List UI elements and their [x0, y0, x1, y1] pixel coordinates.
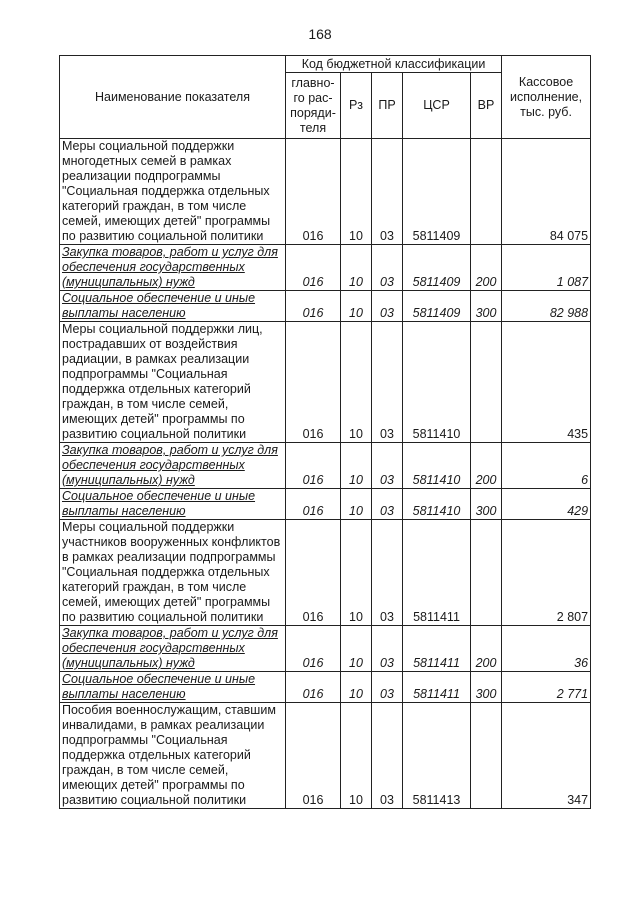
table-row	[60, 672, 591, 703]
row-pr: 03	[372, 489, 403, 520]
table-row	[60, 322, 591, 443]
row-pr: 03	[372, 520, 403, 626]
row-rz: 10	[341, 489, 372, 520]
row-name: Социальное обеспечение и иные выплаты населению	[60, 291, 286, 322]
row-csr: 5811413	[403, 703, 471, 809]
row-vr: 300	[471, 291, 502, 322]
row-amount: 6	[502, 443, 591, 489]
row-pr: 03	[372, 443, 403, 489]
budget-table	[59, 55, 591, 809]
row-gr: 016	[286, 626, 341, 672]
row-pr: 03	[372, 672, 403, 703]
row-vr	[471, 520, 502, 626]
row-name: Пособия военнослужащим, ставшим инвалидами, в рамках реализации подпрограммы "Социальная поддержка отдельных категорий граждан, в том числе семей, имеющих детей" программы по развитию социальной политики	[60, 703, 286, 809]
row-vr: 300	[471, 489, 502, 520]
row-pr: 03	[372, 703, 403, 809]
table-body	[60, 139, 591, 809]
row-vr: 200	[471, 626, 502, 672]
header-vr: ВР	[471, 73, 502, 139]
row-gr: 016	[286, 489, 341, 520]
page-number: 168	[308, 26, 332, 42]
row-csr: 5811410	[403, 489, 471, 520]
row-gr: 016	[286, 443, 341, 489]
row-vr	[471, 322, 502, 443]
row-csr: 5811411	[403, 672, 471, 703]
row-vr: 200	[471, 245, 502, 291]
row-csr: 5811409	[403, 245, 471, 291]
row-vr: 200	[471, 443, 502, 489]
row-amount: 82 988	[502, 291, 591, 322]
table-row	[60, 489, 591, 520]
row-pr: 03	[372, 291, 403, 322]
row-amount: 347	[502, 703, 591, 809]
row-gr: 016	[286, 245, 341, 291]
row-gr: 016	[286, 322, 341, 443]
row-csr: 5811409	[403, 291, 471, 322]
row-gr: 016	[286, 139, 341, 245]
row-amount: 2 807	[502, 520, 591, 626]
row-gr: 016	[286, 520, 341, 626]
header-name: Наименование показателя	[60, 56, 286, 139]
header-pr: ПР	[372, 73, 403, 139]
row-csr: 5811410	[403, 322, 471, 443]
table-row	[60, 139, 591, 245]
row-pr: 03	[372, 626, 403, 672]
row-name: Меры социальной поддержки многодетных семей в рамках реализации подпрограммы "Социальная поддержка отдельных категорий граждан, в том числе семей, имеющих детей" программы по развитию социальной политики	[60, 139, 286, 245]
row-rz: 10	[341, 291, 372, 322]
header-csr: ЦСР	[403, 73, 471, 139]
row-amount: 435	[502, 322, 591, 443]
row-rz: 10	[341, 322, 372, 443]
row-vr	[471, 703, 502, 809]
row-vr: 300	[471, 672, 502, 703]
row-pr: 03	[372, 322, 403, 443]
row-name: Закупка товаров, работ и услуг для обеспечения государственных (муниципальных) нужд	[60, 245, 286, 291]
row-rz: 10	[341, 626, 372, 672]
row-rz: 10	[341, 139, 372, 245]
row-csr: 5811410	[403, 443, 471, 489]
row-gr: 016	[286, 703, 341, 809]
row-rz: 10	[341, 703, 372, 809]
header-amount: Кассовое исполнение, тыс. руб.	[502, 56, 591, 139]
row-rz: 10	[341, 245, 372, 291]
table-row	[60, 245, 591, 291]
row-pr: 03	[372, 245, 403, 291]
table-row	[60, 703, 591, 809]
row-name: Меры социальной поддержки участников вооруженных конфликтов в рамках реализации подпрограммы "Социальная поддержка отдельных категорий граждан, в том числе семей, имеющих детей" программы по развитию социальной политики	[60, 520, 286, 626]
row-rz: 10	[341, 443, 372, 489]
row-rz: 10	[341, 672, 372, 703]
row-gr: 016	[286, 672, 341, 703]
row-gr: 016	[286, 291, 341, 322]
row-amount: 1 087	[502, 245, 591, 291]
row-amount: 429	[502, 489, 591, 520]
row-vr	[471, 139, 502, 245]
header-gr: главно-го рас-поряди-теля	[286, 73, 341, 139]
header-bcc-group: Код бюджетной классификации	[286, 56, 502, 73]
table-row	[60, 291, 591, 322]
table-row	[60, 626, 591, 672]
row-csr: 5811411	[403, 626, 471, 672]
table-row	[60, 443, 591, 489]
row-name: Социальное обеспечение и иные выплаты населению	[60, 489, 286, 520]
row-amount: 84 075	[502, 139, 591, 245]
header-rz: Рз	[341, 73, 372, 139]
row-csr: 5811411	[403, 520, 471, 626]
table-row	[60, 520, 591, 626]
row-name: Закупка товаров, работ и услуг для обеспечения государственных (муниципальных) нужд	[60, 626, 286, 672]
row-name: Социальное обеспечение и иные выплаты населению	[60, 672, 286, 703]
row-rz: 10	[341, 520, 372, 626]
row-pr: 03	[372, 139, 403, 245]
row-amount: 2 771	[502, 672, 591, 703]
row-amount: 36	[502, 626, 591, 672]
row-name: Закупка товаров, работ и услуг для обеспечения государственных (муниципальных) нужд	[60, 443, 286, 489]
row-name: Меры социальной поддержки лиц, пострадавших от воздействия радиации, в рамках реализации подпрограммы "Социальная поддержка отдельных категорий граждан, в том числе семей, имеющих детей" программы по развитию социальной политики	[60, 322, 286, 443]
row-csr: 5811409	[403, 139, 471, 245]
